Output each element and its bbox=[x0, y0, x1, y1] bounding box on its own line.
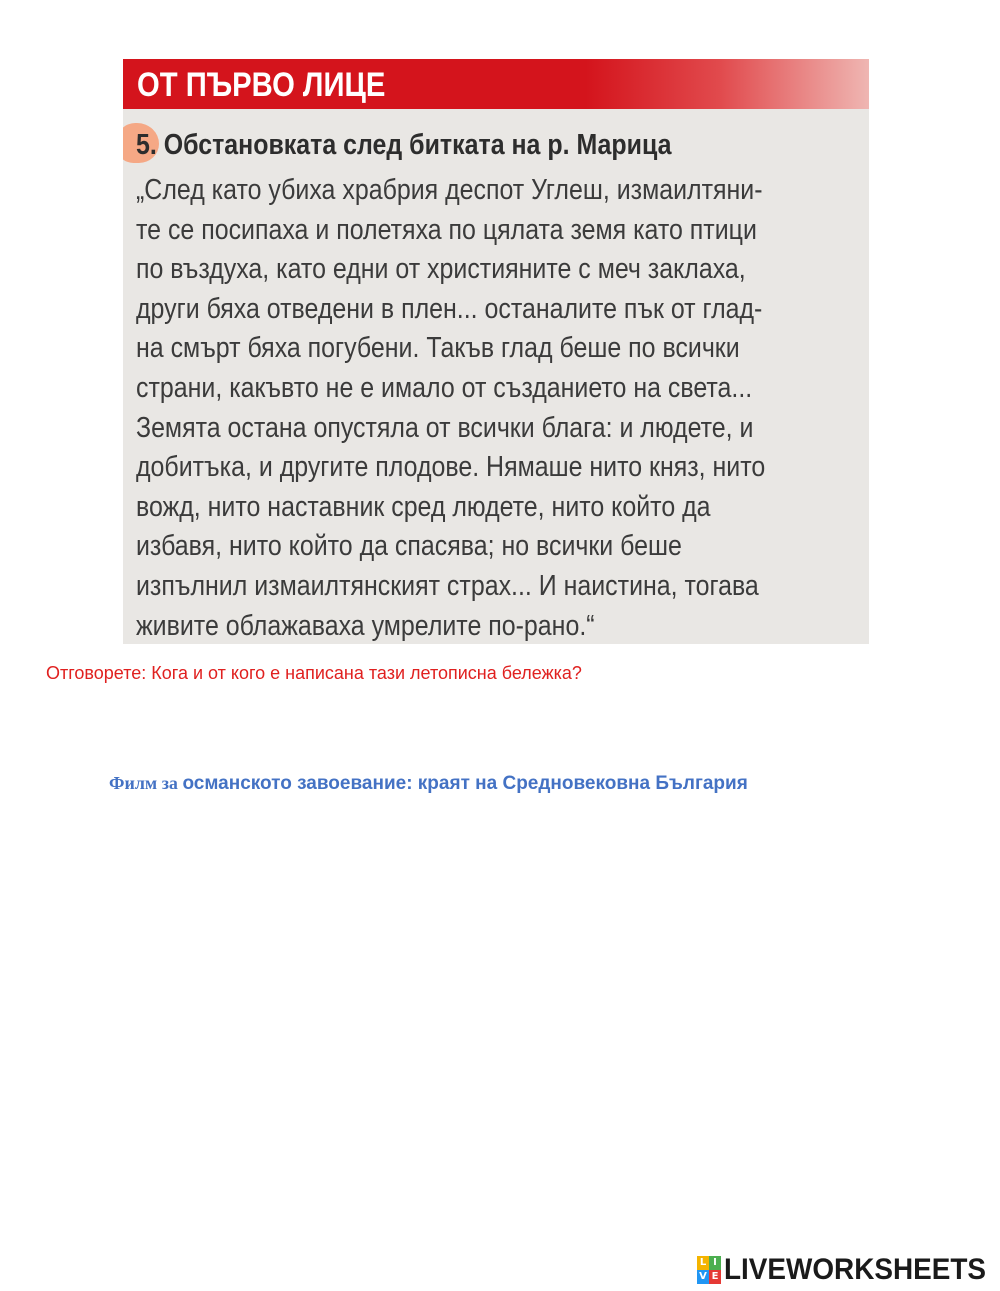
logo-letter-e: E bbox=[709, 1270, 721, 1284]
excerpt-line: изпълнил измаилтянският страх... И наистина, тогава bbox=[136, 569, 759, 602]
film-link[interactable] bbox=[109, 773, 748, 795]
logo-letter-v: V bbox=[697, 1270, 709, 1284]
logo-letter-i: I bbox=[709, 1256, 721, 1270]
excerpt-subtitle: 5. Обстановката след битката на р. Марица bbox=[136, 129, 672, 161]
excerpt-line: избавя, нито който да спасява; но всички беше bbox=[136, 530, 682, 563]
excerpt-line: вожд, нито наставник сред людете, нито който да bbox=[136, 490, 711, 523]
excerpt-header-title: ОТ ПЪРВО ЛИЦЕ bbox=[137, 66, 386, 104]
excerpt-line: на смърт бяха погубени. Такъв глад беше по всички bbox=[136, 332, 740, 365]
film-link-title: османското завоевание: краят на Средновековна България bbox=[182, 773, 748, 794]
liveworksheets-logo-icon bbox=[697, 1256, 721, 1284]
textbook-excerpt-image bbox=[123, 59, 869, 644]
excerpt-line: те се посипаха и полетяха по цялата земя като птици bbox=[136, 213, 757, 246]
excerpt-line: живите облажаваха умрелите по-рано.“ bbox=[136, 609, 595, 642]
excerpt-body bbox=[136, 171, 869, 644]
question-prompt: Отговорете: Кога и от кого е написана тази летописна бележка? bbox=[46, 663, 582, 683]
brand-name: LIVEWORKSHEETS bbox=[724, 1253, 986, 1286]
film-link-prefix: Филм за bbox=[109, 773, 183, 793]
excerpt-line: по въздуха, като едни от християните с меч заклаха, bbox=[136, 253, 746, 286]
excerpt-header-bar bbox=[123, 59, 869, 109]
liveworksheets-brand bbox=[697, 1254, 1000, 1286]
excerpt-line: добитъка, и другите плодове. Нямаше нито княз, нито bbox=[136, 451, 766, 484]
excerpt-line: страни, какъвто не е имало от създанието на света... bbox=[136, 371, 753, 404]
excerpt-line: Земята остана опустяла от всички блага: и людете, и bbox=[136, 411, 754, 444]
excerpt-line: други бяха отведени в плен... останалите пък от глад- bbox=[136, 292, 763, 325]
logo-letter-l: L bbox=[697, 1256, 709, 1270]
excerpt-line: „След като убиха храбрия деспот Углеш, измаилтяни- bbox=[136, 174, 763, 206]
